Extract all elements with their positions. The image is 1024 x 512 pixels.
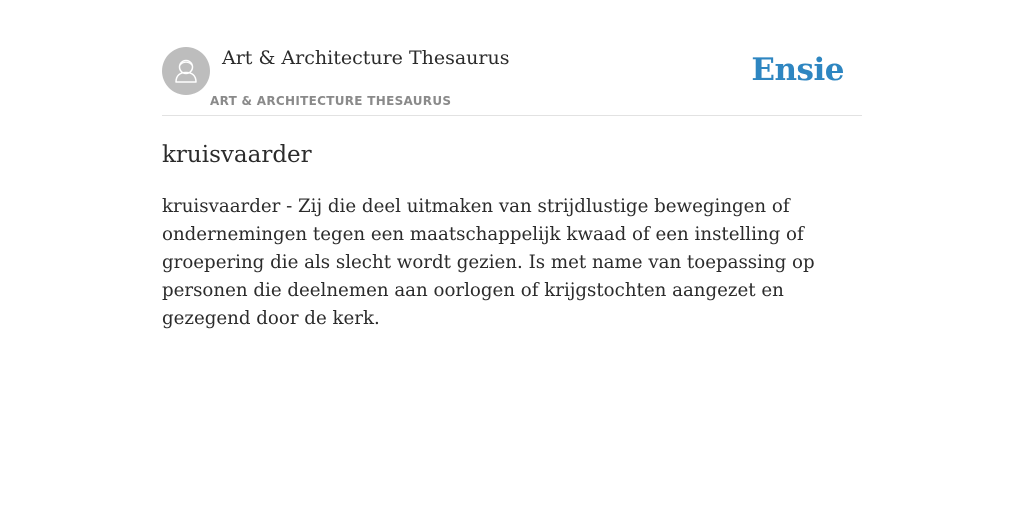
page-container xyxy=(162,0,862,329)
author-subtitle[interactable]: ART & ARCHITECTURE THESAURUS xyxy=(210,94,452,108)
brand-logo[interactable]: Ensie xyxy=(751,52,844,88)
author-name[interactable]: Art & Architecture Thesaurus xyxy=(222,47,510,69)
header xyxy=(162,0,862,116)
article-title: kruisvaarder xyxy=(162,142,312,168)
author-avatar[interactable] xyxy=(162,47,210,95)
article-body: kruisvaarder - Zij die deel uitmaken van strijdlustige bewegingen of ondernemingen tegen een maatschappelijk kwaad of een instelling of groepering die als slecht wordt gezien. Is met name van toepassing op personen die deelnemen aan oorlogen of krijgstochten aangezet en gezegend door de kerk. xyxy=(162,196,815,329)
user-icon xyxy=(162,47,210,95)
